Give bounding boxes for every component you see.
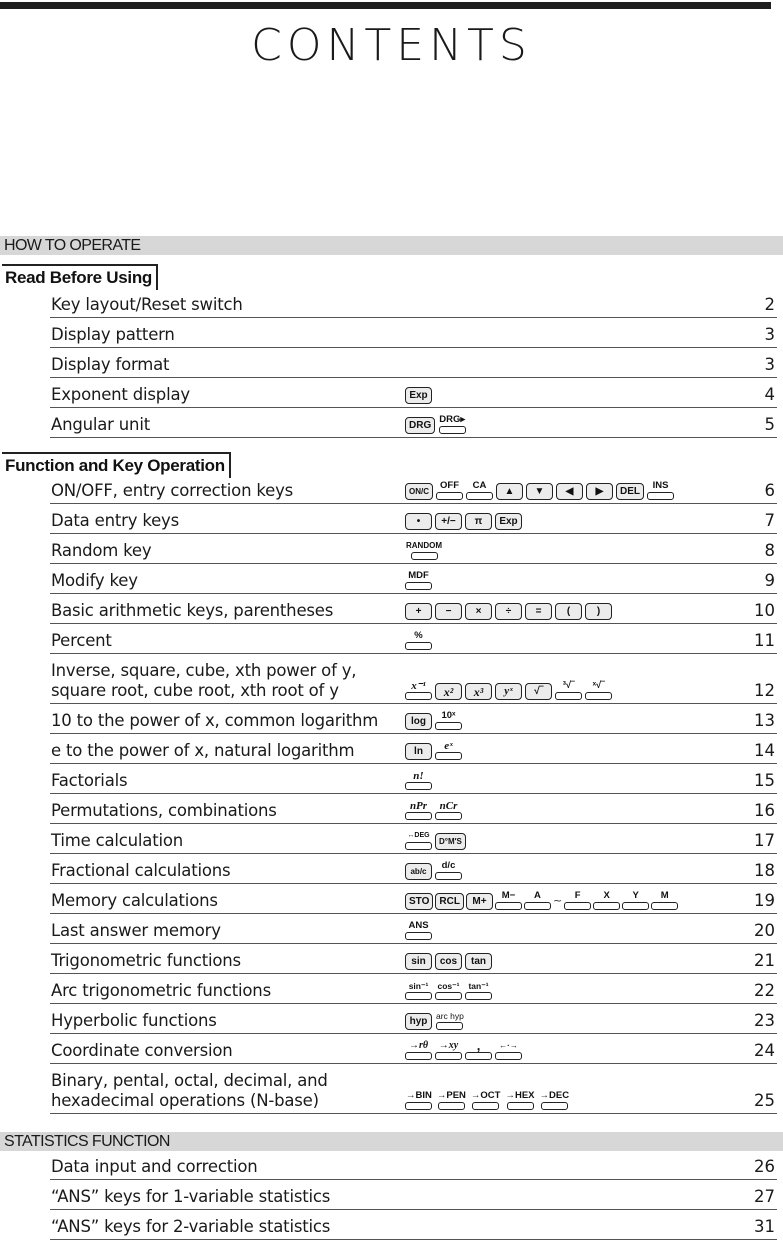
to-polar-key <box>405 1041 432 1060</box>
toc-page: 25 <box>754 1091 775 1110</box>
toc-row-modify[interactable] <box>50 570 777 594</box>
sin-key: sin <box>405 953 432 970</box>
toc-row-ten-power[interactable] <box>50 710 777 734</box>
key-cap: , <box>476 1038 481 1053</box>
plus-key: + <box>405 603 432 620</box>
toc-row-ans-1var[interactable] <box>50 1188 777 1210</box>
toc-label: Inverse, square, cube, xth power of y, <box>51 661 357 680</box>
key-glyphs <box>405 1038 522 1060</box>
key-cap: nPr <box>409 800 428 812</box>
key-cap: →OCT <box>470 1090 501 1101</box>
toc-row-display-pattern[interactable] <box>50 326 777 348</box>
subhead-read-before-using: Read Before Using <box>2 264 158 290</box>
ln-key: ln <box>405 743 432 760</box>
toc-page: 3 <box>764 325 775 344</box>
toc-page: 14 <box>754 741 775 760</box>
tan-key: tan <box>465 953 492 970</box>
toc-label: Last answer memory <box>51 921 221 940</box>
to-rect-key <box>435 1041 462 1060</box>
rcl-key: RCL <box>435 893 464 910</box>
npr-key <box>405 801 432 820</box>
key-slot <box>555 692 582 700</box>
toc-row-fractional[interactable] <box>50 860 777 884</box>
toc-page: 18 <box>754 861 775 880</box>
key-glyphs <box>405 631 432 650</box>
dms-key: D°M′S <box>435 833 466 850</box>
key-slot <box>439 426 466 434</box>
toc-label-line2: hexadecimal operations (N-base) <box>51 1091 319 1110</box>
key-cap: MDF <box>408 570 429 581</box>
arc-hyp-key <box>435 1011 465 1030</box>
toc-page: 4 <box>764 385 775 404</box>
on-c-key: ON/C <box>405 483 433 500</box>
toc-label: “ANS” keys for 2-variable statistics <box>51 1217 331 1236</box>
key-slot <box>466 492 493 500</box>
key-slot <box>465 1052 492 1060</box>
toc-row-memory[interactable] <box>50 890 777 914</box>
key-cap: ANS <box>408 920 429 931</box>
key-slot <box>647 492 674 500</box>
to-deg-key <box>405 831 432 850</box>
key-cap: x⁻¹ <box>411 680 426 692</box>
toc-page: 22 <box>754 981 775 1000</box>
key-cap: % <box>414 630 423 641</box>
toc-label: Arc trigonometric functions <box>51 981 271 1000</box>
key-cap: arc hyp <box>436 1011 464 1021</box>
toc-label: Factorials <box>51 771 128 790</box>
key-cap: F <box>574 890 581 901</box>
square-key: x² <box>435 683 462 700</box>
key-glyphs <box>405 861 462 880</box>
atan-key <box>465 981 492 1000</box>
toc-label-line2: square root, cube root, xth root of y <box>51 681 339 700</box>
toc-label: Angular unit <box>51 415 150 434</box>
divide-key: ÷ <box>495 603 522 620</box>
equals-key: = <box>525 603 552 620</box>
ten-x-key <box>435 711 462 730</box>
toc-row-trig[interactable] <box>50 950 777 974</box>
key-cap: →xy <box>438 1040 459 1051</box>
toc-row-hyperbolic[interactable] <box>50 1010 777 1034</box>
sto-key: STO <box>405 893 433 910</box>
key-slot <box>405 692 432 700</box>
off-key <box>436 481 463 500</box>
key-slot <box>524 902 551 910</box>
key-slot <box>405 842 432 850</box>
toc-label: Time calculation <box>51 831 184 850</box>
improper-fraction-key <box>435 861 462 880</box>
down-arrow-icon: ▼ <box>526 483 553 500</box>
toc-row-e-power[interactable] <box>50 740 777 764</box>
key-slot <box>435 872 462 880</box>
ans-key <box>405 921 432 940</box>
to-pen-key <box>436 1091 467 1110</box>
key-cap: M <box>660 890 669 901</box>
m-plus-key: M+ <box>466 893 493 910</box>
toc-row-factorials[interactable] <box>50 770 777 794</box>
toc-page: 10 <box>754 601 775 620</box>
e-x-key <box>435 741 462 760</box>
exp-key: Exp <box>405 387 432 404</box>
key-slot <box>564 902 591 910</box>
mem-f-key <box>564 891 591 910</box>
exp-key: Exp <box>495 513 522 530</box>
key-cap: 10ˣ <box>441 710 456 721</box>
key-cap: n! <box>413 770 424 782</box>
key-slot <box>438 1102 465 1110</box>
key-glyphs <box>405 1011 465 1030</box>
xth-root-key <box>585 681 612 700</box>
factorial-key <box>405 771 432 790</box>
key-glyphs <box>405 711 462 730</box>
key-glyphs <box>405 481 674 500</box>
toc-label: Memory calculations <box>51 891 218 910</box>
toc-row-percent[interactable] <box>50 630 777 654</box>
key-glyphs <box>405 921 432 940</box>
key-cap: eˣ <box>444 740 453 752</box>
toc-page: 6 <box>764 481 775 500</box>
ins-key <box>647 481 674 500</box>
toc-row-angular-unit[interactable] <box>50 416 777 438</box>
key-cap: ←·→ <box>499 1041 518 1050</box>
log-key: log <box>405 713 432 730</box>
key-glyphs <box>405 981 492 1000</box>
key-slot <box>465 992 492 1000</box>
ca-key <box>466 481 493 500</box>
mem-m-key <box>651 891 678 910</box>
right-paren-key: ) <box>585 603 612 620</box>
toc-label: Data entry keys <box>51 511 179 530</box>
key-cap: tan⁻¹ <box>468 981 489 991</box>
toc-row-random[interactable] <box>50 540 777 564</box>
toc-row-n-base[interactable] <box>50 1070 777 1114</box>
toc-label: Basic arithmetic keys, parentheses <box>51 601 334 620</box>
toc-row-exponent-display[interactable] <box>50 386 777 408</box>
toc-row-last-answer[interactable] <box>50 920 777 944</box>
key-cap: →BIN <box>406 1090 432 1101</box>
toc-page: 23 <box>754 1011 775 1030</box>
toc-label: Binary, pental, octal, decimal, and <box>51 1071 328 1090</box>
drg-shift-key <box>438 415 466 434</box>
comma-key <box>465 1038 492 1060</box>
key-slot <box>435 752 462 760</box>
key-cap: Y <box>632 890 639 901</box>
power-key: yˣ <box>495 683 522 700</box>
toc-row-display-format[interactable] <box>50 356 777 378</box>
toc-row-data-input[interactable] <box>50 1158 777 1180</box>
toc-label: Trigonometric functions <box>51 951 241 970</box>
key-slot <box>435 722 462 730</box>
key-cap: M− <box>501 890 516 901</box>
key-cap: ˣ√‾ <box>592 680 605 691</box>
to-oct-key <box>470 1091 502 1110</box>
toc-row-permutations[interactable] <box>50 800 777 824</box>
key-glyphs <box>405 831 466 850</box>
key-slot <box>436 1022 463 1030</box>
key-glyphs <box>405 513 522 530</box>
toc-label: Fractional calculations <box>51 861 231 880</box>
key-glyphs <box>405 571 432 590</box>
toc-page: 3 <box>764 355 775 374</box>
toc-row-arc-trig[interactable] <box>50 980 777 1004</box>
key-glyphs <box>405 1091 570 1110</box>
toc-label: Display pattern <box>51 325 175 344</box>
key-slot <box>405 1052 432 1060</box>
left-arrow-icon: ◀ <box>556 483 583 500</box>
key-glyphs <box>405 953 492 970</box>
toc-label: Percent <box>51 631 112 650</box>
key-glyphs <box>405 541 443 560</box>
key-slot <box>435 992 462 1000</box>
toc-row-ans-2var[interactable] <box>50 1218 777 1240</box>
key-glyphs <box>405 603 612 620</box>
key-slot <box>622 902 649 910</box>
toc-page: 31 <box>754 1217 775 1236</box>
toc-page: 27 <box>754 1187 775 1206</box>
toc-label: Key layout/Reset switch <box>51 295 243 314</box>
key-slot <box>472 1102 499 1110</box>
key-glyphs <box>405 801 462 820</box>
sign-change-key: +/− <box>435 513 462 530</box>
toc-label: Permutations, combinations <box>51 801 277 820</box>
toc-row-key-layout[interactable] <box>50 296 777 318</box>
key-cap: ↔DEG <box>407 832 430 839</box>
key-slot <box>435 812 462 820</box>
mdf-key <box>405 571 432 590</box>
toc-page: 11 <box>754 631 775 650</box>
key-glyphs <box>405 681 612 700</box>
top-rule <box>0 2 771 9</box>
decimal-point-key: • <box>405 513 432 530</box>
section-how-to-operate: HOW TO OPERATE <box>0 236 783 255</box>
times-key: × <box>465 603 492 620</box>
key-slot <box>651 902 678 910</box>
toc-label: Hyperbolic functions <box>51 1011 217 1030</box>
key-slot <box>585 692 612 700</box>
mem-y-key <box>622 891 649 910</box>
toc-page: 2 <box>764 295 775 314</box>
key-slot <box>405 812 432 820</box>
mem-x-key <box>593 891 620 910</box>
toc-row-data-entry[interactable] <box>50 510 777 534</box>
toc-page: 8 <box>764 541 775 560</box>
page-title: CONTENTS <box>251 20 532 71</box>
toc-label: Exponent display <box>51 385 190 404</box>
toc-label: ON/OFF, entry correction keys <box>51 481 294 500</box>
toc-label: Coordinate conversion <box>51 1041 233 1060</box>
key-glyphs <box>405 771 432 790</box>
toc-page: 16 <box>754 801 775 820</box>
toc-page: 5 <box>764 415 775 434</box>
to-bin-key <box>405 1091 433 1110</box>
toc-label: Data input and correction <box>51 1157 258 1176</box>
key-cap: →HEX <box>505 1090 535 1101</box>
to-hex-key <box>504 1091 535 1110</box>
toc-label: e to the power of x, natural logarithm <box>51 741 355 760</box>
key-cap: →DEC <box>539 1090 570 1101</box>
drg-key: DRG <box>405 417 435 434</box>
m-minus-key <box>495 891 522 910</box>
key-slot <box>405 1102 432 1110</box>
up-arrow-icon: ▲ <box>496 483 523 500</box>
key-cap: OFF <box>440 480 459 491</box>
key-slot <box>405 932 432 940</box>
key-glyphs <box>405 741 462 760</box>
toc-page: 26 <box>754 1157 775 1176</box>
key-slot <box>411 552 438 560</box>
key-slot <box>593 902 620 910</box>
key-slot <box>405 582 432 590</box>
range-tilde: ~ <box>552 894 563 907</box>
right-arrow-icon: ▶ <box>586 483 613 500</box>
toc-page: 19 <box>754 891 775 910</box>
key-glyphs <box>405 891 678 910</box>
key-cap: RANDOM <box>406 541 442 550</box>
acos-key <box>435 981 462 1000</box>
cube-root-key <box>555 681 582 700</box>
toc-page: 9 <box>764 571 775 590</box>
key-cap: →rθ <box>408 1040 429 1051</box>
key-cap: nCr <box>439 800 458 812</box>
random-key <box>405 541 443 560</box>
key-slot <box>507 1102 534 1110</box>
toc-label: “ANS” keys for 1-variable statistics <box>51 1187 331 1206</box>
toc-page: 13 <box>754 711 775 730</box>
key-cap: CA <box>472 480 487 491</box>
toc-page: 24 <box>754 1041 775 1060</box>
key-cap: ³√‾ <box>562 680 575 691</box>
toc-page: 15 <box>754 771 775 790</box>
key-cap: A <box>534 890 541 901</box>
key-slot <box>435 1052 462 1060</box>
toc-row-arithmetic[interactable] <box>50 600 777 624</box>
left-paren-key: ( <box>555 603 582 620</box>
swap-key <box>495 1041 522 1060</box>
key-slot <box>495 1052 522 1060</box>
key-glyphs <box>405 387 432 404</box>
toc-label: Display format <box>51 355 170 374</box>
hyp-key: hyp <box>405 1013 432 1030</box>
key-cap: X <box>603 890 610 901</box>
to-dec-key <box>539 1091 571 1110</box>
ncr-key <box>435 801 462 820</box>
key-cap: INS <box>652 480 669 491</box>
toc-page: 12 <box>754 681 775 700</box>
toc-label: Modify key <box>51 571 138 590</box>
pi-key: π <box>465 513 492 530</box>
toc-page: 21 <box>754 951 775 970</box>
subhead-function-key-operation: Function and Key Operation <box>2 452 231 478</box>
minus-key: − <box>435 603 462 620</box>
key-cap: d/c <box>441 860 456 871</box>
key-slot <box>405 782 432 790</box>
toc-row-powers-roots[interactable] <box>50 660 777 704</box>
mem-a-key <box>524 891 551 910</box>
asin-key <box>405 981 432 1000</box>
toc-row-on-off[interactable] <box>50 480 777 504</box>
section-statistics-function: STATISTICS FUNCTION <box>0 1132 783 1151</box>
cube-key: x³ <box>465 683 492 700</box>
toc-page: 20 <box>754 921 775 940</box>
key-cap: DRG▸ <box>439 414 466 425</box>
key-cap: sin⁻¹ <box>408 981 429 991</box>
toc-row-coordinate[interactable] <box>50 1040 777 1064</box>
inverse-key <box>405 681 432 700</box>
toc-label: 10 to the power of x, common logarithm <box>51 711 379 730</box>
key-slot <box>495 902 522 910</box>
sqrt-key: √‾ <box>525 683 552 700</box>
key-slot <box>405 642 432 650</box>
key-slot <box>541 1102 568 1110</box>
key-cap: →PEN <box>436 1090 466 1101</box>
cos-key: cos <box>435 953 462 970</box>
key-cap: cos⁻¹ <box>437 981 460 991</box>
key-slot <box>436 492 463 500</box>
toc-label: Random key <box>51 541 152 560</box>
toc-row-time[interactable] <box>50 830 777 854</box>
del-key: DEL <box>616 483 644 500</box>
key-glyphs <box>405 415 466 434</box>
fraction-key: ab/c <box>405 863 432 880</box>
toc-page: 7 <box>764 511 775 530</box>
key-slot <box>405 992 432 1000</box>
toc-page: 17 <box>754 831 775 850</box>
percent-key <box>405 631 432 650</box>
